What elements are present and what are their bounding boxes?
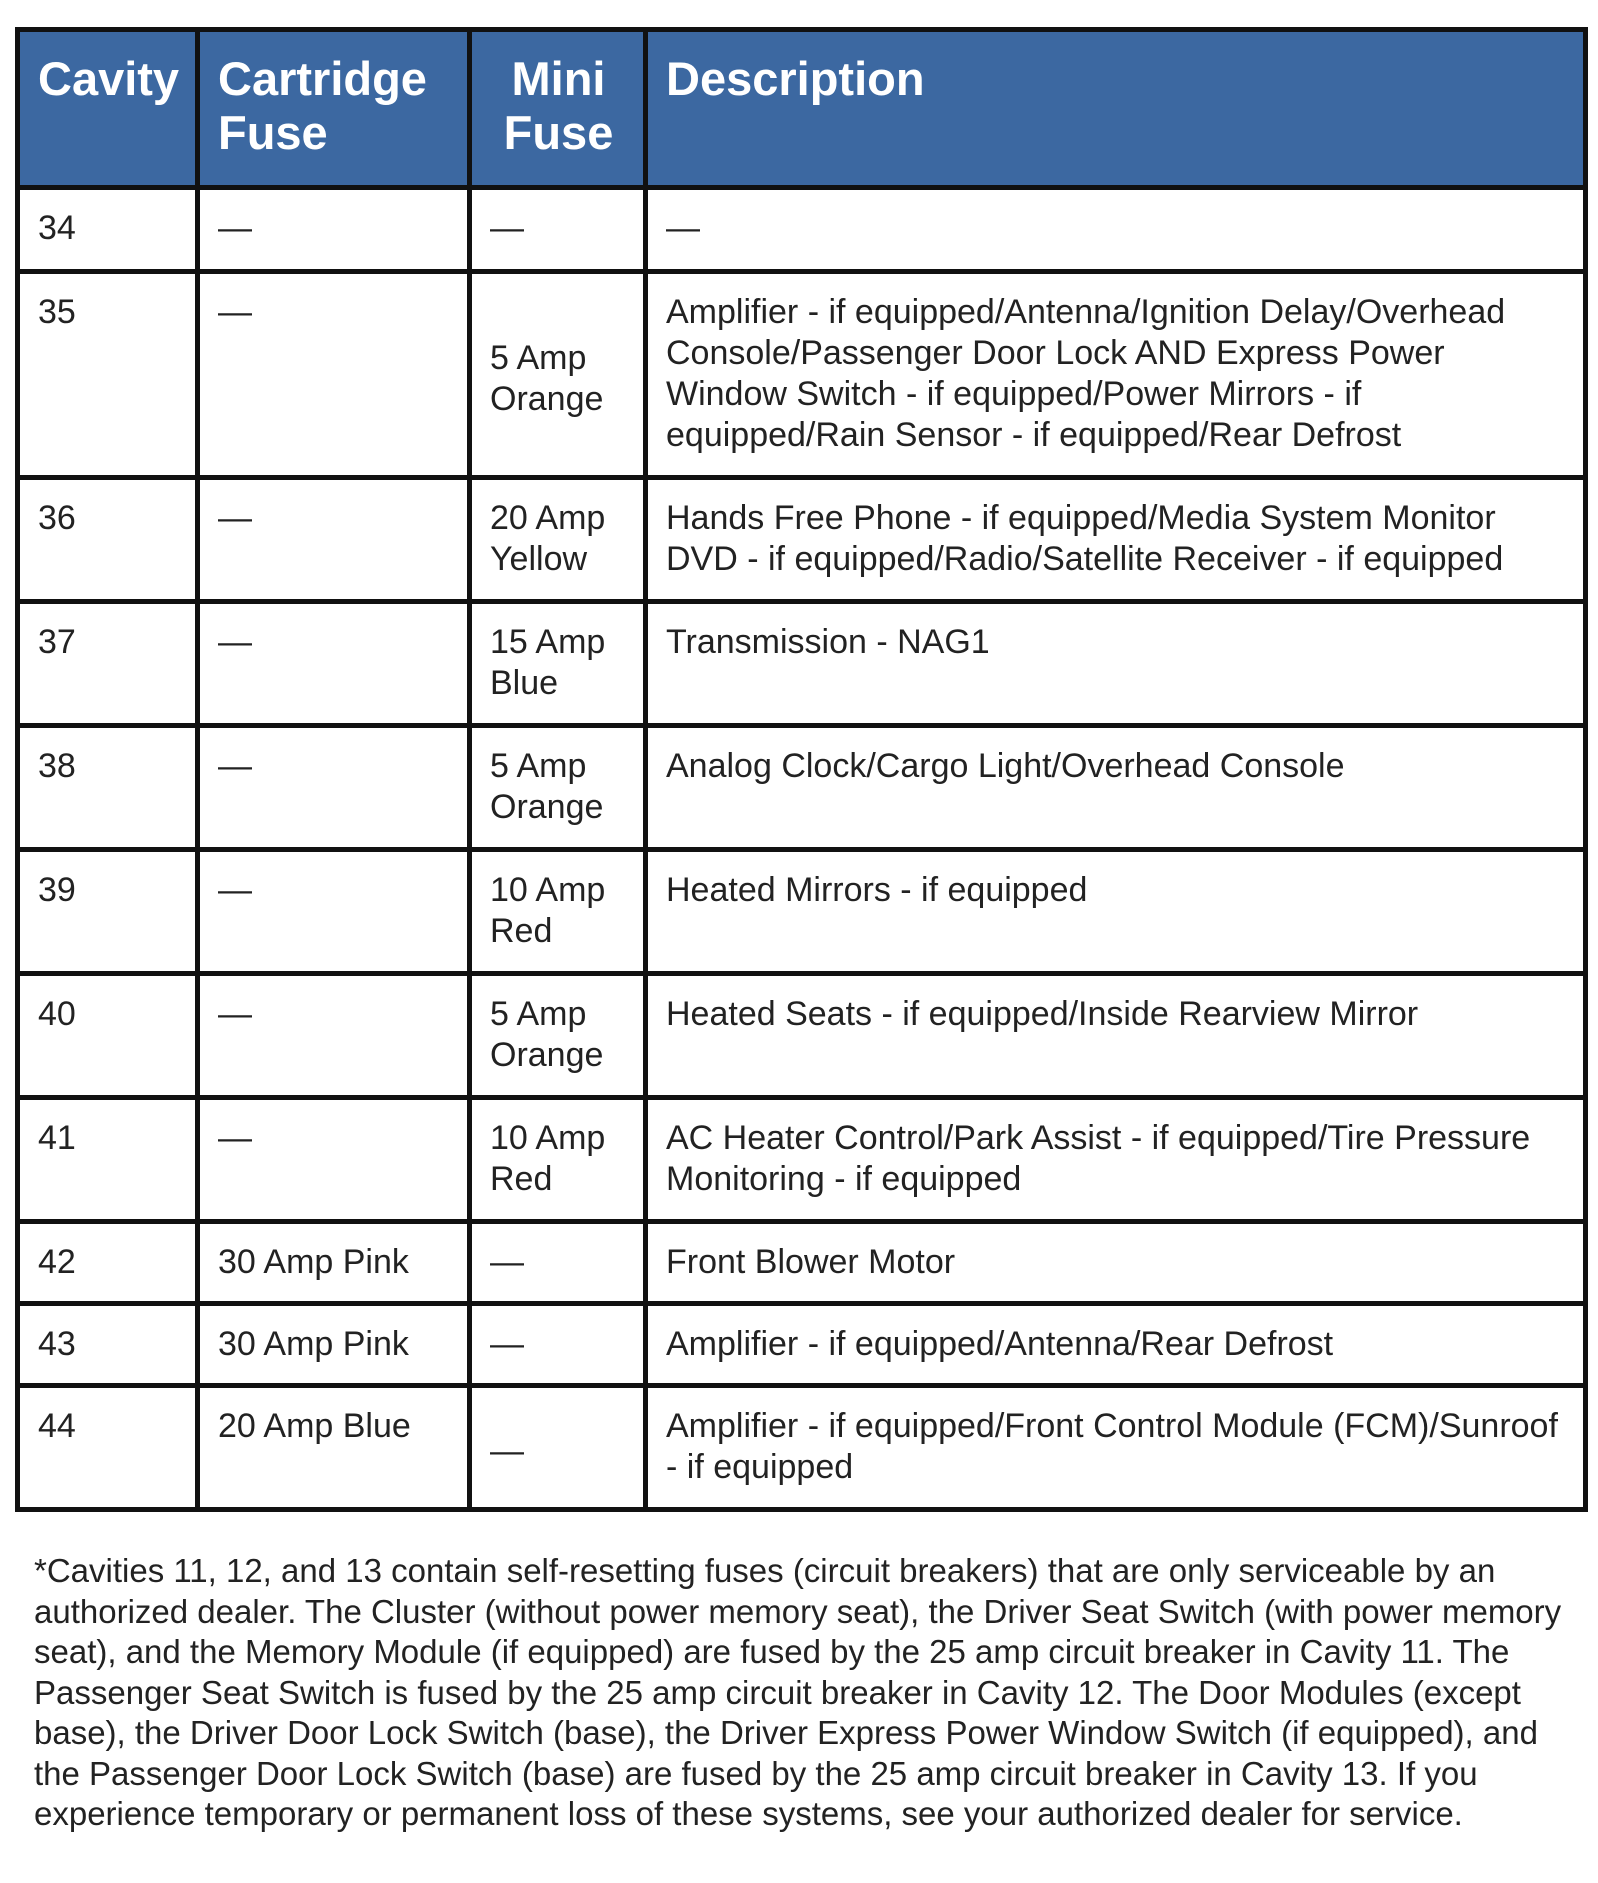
header-row	[18, 30, 1586, 188]
cartridge-fuse-cell: 20 Amp Blue	[198, 1386, 470, 1510]
header-mini-fuse: Mini Fuse	[470, 30, 646, 188]
cartridge-fuse-cell: —	[198, 1098, 470, 1222]
cavity-cell: 42	[18, 1222, 198, 1304]
mini-fuse-cell: 10 Amp Red	[470, 850, 646, 974]
header-cavity: Cavity	[18, 30, 198, 188]
mini-fuse-cell: —	[470, 188, 646, 272]
description-cell: Heated Mirrors - if equipped	[646, 850, 1586, 974]
description-cell: Amplifier - if equipped/Antenna/Rear Defrost	[646, 1304, 1586, 1386]
header-description: Description	[646, 30, 1586, 188]
cartridge-fuse-cell: —	[198, 272, 470, 478]
cartridge-fuse-cell: —	[198, 188, 470, 272]
cavity-cell: 41	[18, 1098, 198, 1222]
table-row	[18, 1386, 1586, 1510]
table-row	[18, 1304, 1586, 1386]
cavity-cell: 40	[18, 974, 198, 1098]
cavity-cell: 38	[18, 726, 198, 850]
cavity-cell: 43	[18, 1304, 198, 1386]
description-cell: Amplifier - if equipped/Front Control Module (FCM)/Sunroof - if equipped	[646, 1386, 1586, 1510]
table-row	[18, 1098, 1586, 1222]
table-row	[18, 188, 1586, 272]
table-row	[18, 478, 1586, 602]
table-row	[18, 850, 1586, 974]
mini-fuse-cell: 15 Amp Blue	[470, 602, 646, 726]
cavity-cell: 37	[18, 602, 198, 726]
table-row	[18, 1222, 1586, 1304]
mini-fuse-cell: —	[470, 1222, 646, 1304]
cartridge-fuse-cell: —	[198, 726, 470, 850]
description-cell: AC Heater Control/Park Assist - if equipped/Tire Pressure Monitoring - if equipped	[646, 1098, 1586, 1222]
cavity-cell: 39	[18, 850, 198, 974]
cavity-cell: 44	[18, 1386, 198, 1510]
cartridge-fuse-cell: —	[198, 478, 470, 602]
fuse-table	[15, 27, 1588, 1512]
mini-fuse-cell: 5 Amp Orange	[470, 272, 646, 478]
footnote: *Cavities 11, 12, and 13 contain self-resetting fuses (circuit breakers) that are only serviceable by an authorized dealer. The Cluster (without power memory seat), the Driver Seat Switch (with power memory seat), and the Memory Module (if equipped) are fused by the 25 amp circuit breaker in Cavity 11. The Passenger Seat Switch is fused by the 25 amp circuit breaker in Cavity 12. The Door Modules (except base), the Driver Door Lock Switch (base), the Driver Express Power Window Switch (if equipped), and the Passenger Door Lock Switch (base) are fused by the 25 amp circuit breaker in Cavity 13. If you experience temporary or permanent loss of these systems, see your authorized dealer for service.	[34, 1552, 1562, 1832]
description-cell: Transmission - NAG1	[646, 602, 1586, 726]
cartridge-fuse-cell: 30 Amp Pink	[198, 1304, 470, 1386]
table-row	[18, 974, 1586, 1098]
description-cell: Amplifier - if equipped/Antenna/Ignition Delay/Overhead Console/Passenger Door Lock AND Express Power Window Switch - if equipped/Power Mirrors - if equipped/Rain Sensor - if equipped/Rear Defrost	[646, 272, 1586, 478]
mini-fuse-cell: —	[470, 1386, 646, 1510]
cartridge-fuse-cell: 30 Amp Pink	[198, 1222, 470, 1304]
cavity-cell: 35	[18, 272, 198, 478]
description-cell: Heated Seats - if equipped/Inside Rearview Mirror	[646, 974, 1586, 1098]
mini-fuse-cell: 5 Amp Orange	[470, 726, 646, 850]
mini-fuse-cell: 10 Amp Red	[470, 1098, 646, 1222]
mini-fuse-cell: —	[470, 1304, 646, 1386]
table-row	[18, 726, 1586, 850]
description-cell: Analog Clock/Cargo Light/Overhead Console	[646, 726, 1586, 850]
cartridge-fuse-cell: —	[198, 602, 470, 726]
description-cell: —	[646, 188, 1586, 272]
description-cell: Front Blower Motor	[646, 1222, 1586, 1304]
mini-fuse-cell: 20 Amp Yellow	[470, 478, 646, 602]
cartridge-fuse-cell: —	[198, 974, 470, 1098]
table-row	[18, 272, 1586, 478]
cavity-cell: 34	[18, 188, 198, 272]
cartridge-fuse-cell: —	[198, 850, 470, 974]
description-cell: Hands Free Phone - if equipped/Media System Monitor DVD - if equipped/Radio/Satellite Receiver - if equipped	[646, 478, 1586, 602]
cavity-cell: 36	[18, 478, 198, 602]
header-cartridge-fuse: Cartridge Fuse	[198, 30, 470, 188]
table-row	[18, 602, 1586, 726]
mini-fuse-cell: 5 Amp Orange	[470, 974, 646, 1098]
